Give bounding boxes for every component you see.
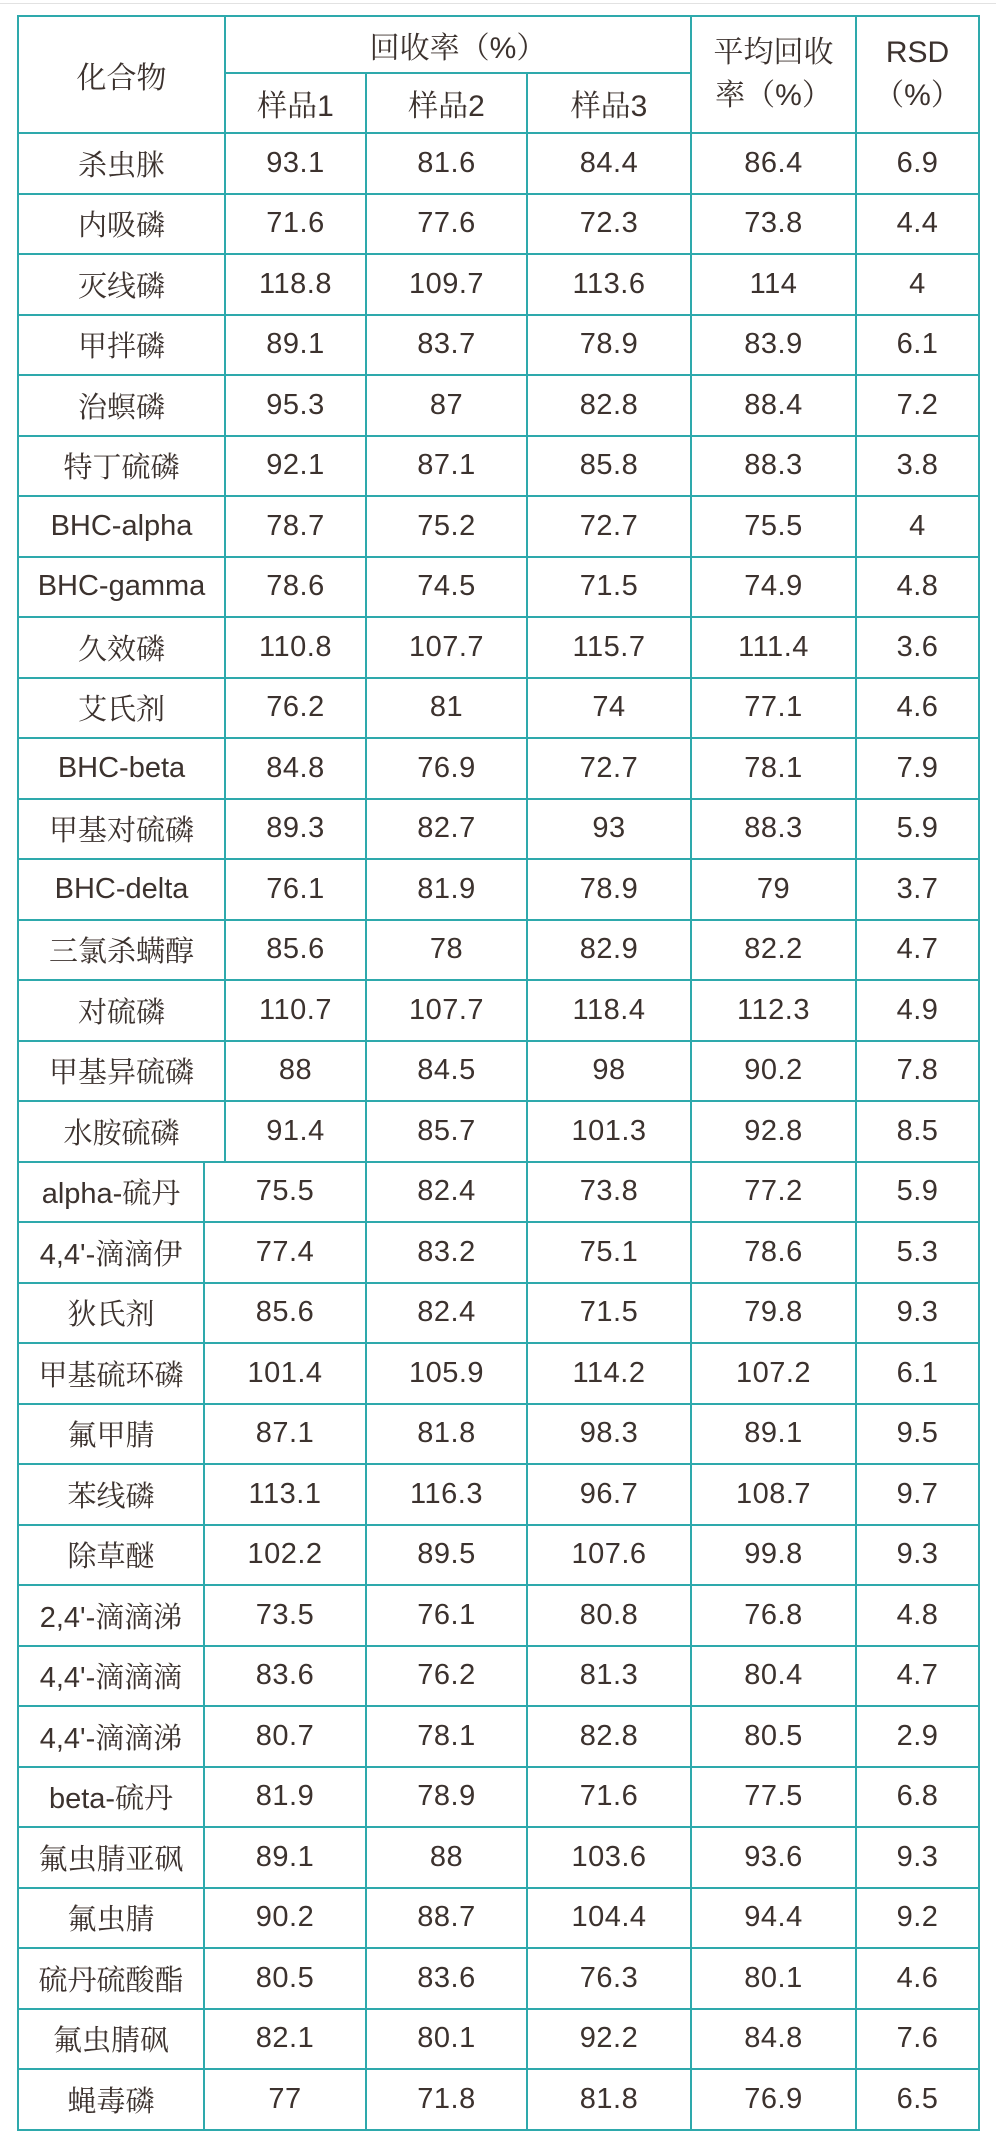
table-row	[18, 1646, 979, 1707]
table-row	[18, 2009, 979, 2070]
cell-compound: 杀虫脒	[18, 133, 225, 194]
cell-rsd: 9.3	[856, 1525, 979, 1586]
cell-avg-recovery: 76.9	[691, 2069, 856, 2130]
table-row	[18, 1464, 979, 1525]
cell-sample3: 113.6	[527, 254, 691, 315]
cell-sample1: 95.3	[225, 375, 366, 436]
cell-sample1: 118.8	[225, 254, 366, 315]
cell-sample3: 103.6	[527, 1827, 691, 1888]
cell-avg-recovery: 114	[691, 254, 856, 315]
cell-compound: 氟虫腈	[18, 1888, 204, 1949]
recovery-table-section-2	[17, 1161, 980, 2131]
cell-sample2: 82.4	[366, 1162, 527, 1223]
cell-sample3: 81.8	[527, 2069, 691, 2130]
cell-compound: 三氯杀螨醇	[18, 920, 225, 981]
cell-sample1: 80.5	[204, 1948, 366, 2009]
cell-sample2: 81	[366, 678, 527, 739]
table-row	[18, 859, 979, 920]
cell-sample3: 82.9	[527, 920, 691, 981]
cell-avg-recovery: 88.3	[691, 799, 856, 860]
cell-rsd: 6.5	[856, 2069, 979, 2130]
cell-rsd: 5.9	[856, 799, 979, 860]
cell-rsd: 4.6	[856, 678, 979, 739]
cell-sample3: 71.5	[527, 1283, 691, 1344]
cell-sample3: 72.3	[527, 194, 691, 255]
cell-rsd: 5.3	[856, 1222, 979, 1283]
table-row	[18, 1525, 979, 1586]
cell-avg-recovery: 78.1	[691, 738, 856, 799]
cell-avg-recovery: 111.4	[691, 617, 856, 678]
cell-sample3: 76.3	[527, 1948, 691, 2009]
cell-rsd: 9.3	[856, 1827, 979, 1888]
col-header-avg-recovery	[691, 16, 856, 133]
cell-avg-recovery: 90.2	[691, 1041, 856, 1102]
cell-sample1: 71.6	[225, 194, 366, 255]
cell-compound: 灭线磷	[18, 254, 225, 315]
cell-rsd: 7.9	[856, 738, 979, 799]
cell-rsd: 9.2	[856, 1888, 979, 1949]
table-row	[18, 920, 979, 981]
table-body-section-1	[18, 133, 979, 1162]
cell-sample2: 78	[366, 920, 527, 981]
cell-sample2: 78.9	[366, 1767, 527, 1828]
cell-sample3: 82.8	[527, 1706, 691, 1767]
cell-sample2: 71.8	[366, 2069, 527, 2130]
cell-sample1: 78.6	[225, 557, 366, 618]
table-row	[18, 1888, 979, 1949]
cell-sample3: 107.6	[527, 1525, 691, 1586]
cell-sample1: 77	[204, 2069, 366, 2130]
recovery-table-section-1	[17, 15, 980, 1163]
cell-compound: 4,4'-滴滴涕	[18, 1706, 204, 1767]
recovery-table	[17, 15, 978, 2131]
table-row	[18, 1162, 979, 1223]
cell-rsd: 6.1	[856, 1343, 979, 1404]
cell-avg-recovery: 77.1	[691, 678, 856, 739]
cell-sample3: 74	[527, 678, 691, 739]
table-row	[18, 1767, 979, 1828]
cell-sample2: 89.5	[366, 1525, 527, 1586]
cell-compound: 甲基异硫磷	[18, 1041, 225, 1102]
rsd-header-line2: （%）	[874, 78, 961, 112]
cell-compound: BHC-alpha	[18, 496, 225, 557]
cell-compound: 水胺硫磷	[18, 1101, 225, 1162]
cell-sample1: 89.3	[225, 799, 366, 860]
cell-avg-recovery: 76.8	[691, 1585, 856, 1646]
cell-sample1: 90.2	[204, 1888, 366, 1949]
cell-sample3: 104.4	[527, 1888, 691, 1949]
cell-avg-recovery: 94.4	[691, 1888, 856, 1949]
cell-compound: 氟虫腈亚砜	[18, 1827, 204, 1888]
cell-compound: 特丁硫磷	[18, 436, 225, 497]
cell-sample2: 74.5	[366, 557, 527, 618]
cell-sample2: 81.8	[366, 1404, 527, 1465]
cell-sample3: 82.8	[527, 375, 691, 436]
col-header-sample2: 样品2	[366, 73, 527, 133]
cell-avg-recovery: 88.4	[691, 375, 856, 436]
cell-sample2: 88	[366, 1827, 527, 1888]
cell-sample2: 81.6	[366, 133, 527, 194]
cell-sample1: 89.1	[225, 315, 366, 376]
cell-avg-recovery: 82.2	[691, 920, 856, 981]
cell-compound: 2,4'-滴滴涕	[18, 1585, 204, 1646]
cell-compound: 甲基对硫磷	[18, 799, 225, 860]
cell-avg-recovery: 77.5	[691, 1767, 856, 1828]
table-header-row-top	[18, 16, 979, 73]
table-row	[18, 1404, 979, 1465]
table-row	[18, 2069, 979, 2130]
cell-sample3: 80.8	[527, 1585, 691, 1646]
col-header-compound: 化合物	[18, 16, 225, 133]
cell-rsd: 7.6	[856, 2009, 979, 2070]
cell-sample1: 85.6	[225, 920, 366, 981]
table-row	[18, 194, 979, 255]
cell-rsd: 4.7	[856, 1646, 979, 1707]
cell-compound: 内吸磷	[18, 194, 225, 255]
cell-rsd: 8.5	[856, 1101, 979, 1162]
top-hairline	[0, 3, 996, 4]
col-header-sample1: 样品1	[225, 73, 366, 133]
cell-sample2: 82.7	[366, 799, 527, 860]
col-header-rsd	[856, 16, 979, 133]
table-row	[18, 1827, 979, 1888]
table-row	[18, 133, 979, 194]
cell-rsd: 4.8	[856, 557, 979, 618]
cell-sample3: 71.5	[527, 557, 691, 618]
cell-compound: 蝇毒磷	[18, 2069, 204, 2130]
cell-sample1: 87.1	[204, 1404, 366, 1465]
cell-rsd: 3.7	[856, 859, 979, 920]
cell-sample1: 113.1	[204, 1464, 366, 1525]
table-row	[18, 315, 979, 376]
col-header-sample3: 样品3	[527, 73, 691, 133]
cell-avg-recovery: 80.4	[691, 1646, 856, 1707]
cell-sample2: 105.9	[366, 1343, 527, 1404]
cell-sample3: 81.3	[527, 1646, 691, 1707]
cell-sample2: 78.1	[366, 1706, 527, 1767]
cell-sample3: 78.9	[527, 859, 691, 920]
table-row	[18, 1948, 979, 2009]
cell-rsd: 3.8	[856, 436, 979, 497]
cell-sample1: 88	[225, 1041, 366, 1102]
cell-sample2: 77.6	[366, 194, 527, 255]
cell-sample2: 116.3	[366, 1464, 527, 1525]
cell-sample1: 76.2	[225, 678, 366, 739]
cell-sample1: 76.1	[225, 859, 366, 920]
table-row	[18, 496, 979, 557]
cell-compound: 4,4'-滴滴滴	[18, 1646, 204, 1707]
cell-rsd: 4.6	[856, 1948, 979, 2009]
cell-rsd: 7.8	[856, 1041, 979, 1102]
table-header	[18, 16, 979, 133]
table-row	[18, 799, 979, 860]
cell-sample3: 115.7	[527, 617, 691, 678]
cell-compound: 甲基硫环磷	[18, 1343, 204, 1404]
cell-sample1: 110.8	[225, 617, 366, 678]
cell-sample3: 84.4	[527, 133, 691, 194]
cell-avg-recovery: 84.8	[691, 2009, 856, 2070]
cell-sample2: 83.6	[366, 1948, 527, 2009]
cell-sample2: 83.2	[366, 1222, 527, 1283]
cell-rsd: 6.8	[856, 1767, 979, 1828]
cell-sample1: 82.1	[204, 2009, 366, 2070]
cell-avg-recovery: 75.5	[691, 496, 856, 557]
cell-sample3: 98	[527, 1041, 691, 1102]
cell-rsd: 4.7	[856, 920, 979, 981]
cell-sample1: 75.5	[204, 1162, 366, 1223]
cell-sample3: 118.4	[527, 980, 691, 1041]
cell-rsd: 5.9	[856, 1162, 979, 1223]
cell-rsd: 9.5	[856, 1404, 979, 1465]
cell-rsd: 4.8	[856, 1585, 979, 1646]
cell-compound: 除草醚	[18, 1525, 204, 1586]
cell-compound: 4,4'-滴滴伊	[18, 1222, 204, 1283]
cell-compound: 久效磷	[18, 617, 225, 678]
cell-compound: 治螟磷	[18, 375, 225, 436]
cell-sample2: 84.5	[366, 1041, 527, 1102]
cell-compound: 苯线磷	[18, 1464, 204, 1525]
cell-sample1: 80.7	[204, 1706, 366, 1767]
cell-rsd: 4.9	[856, 980, 979, 1041]
cell-sample3: 75.1	[527, 1222, 691, 1283]
cell-avg-recovery: 89.1	[691, 1404, 856, 1465]
cell-avg-recovery: 79	[691, 859, 856, 920]
cell-sample2: 81.9	[366, 859, 527, 920]
cell-sample2: 76.2	[366, 1646, 527, 1707]
cell-sample1: 101.4	[204, 1343, 366, 1404]
cell-avg-recovery: 86.4	[691, 133, 856, 194]
cell-compound: BHC-delta	[18, 859, 225, 920]
cell-sample3: 73.8	[527, 1162, 691, 1223]
rsd-header-line1: RSD	[885, 35, 950, 69]
cell-avg-recovery: 80.1	[691, 1948, 856, 2009]
cell-sample1: 81.9	[204, 1767, 366, 1828]
cell-avg-recovery: 108.7	[691, 1464, 856, 1525]
cell-compound: 氟虫腈砜	[18, 2009, 204, 2070]
cell-avg-recovery: 112.3	[691, 980, 856, 1041]
cell-sample1: 89.1	[204, 1827, 366, 1888]
cell-avg-recovery: 93.6	[691, 1827, 856, 1888]
cell-sample2: 107.7	[366, 980, 527, 1041]
cell-compound: 狄氏剂	[18, 1283, 204, 1344]
cell-sample1: 91.4	[225, 1101, 366, 1162]
table-row	[18, 1585, 979, 1646]
cell-sample2: 76.9	[366, 738, 527, 799]
cell-rsd: 7.2	[856, 375, 979, 436]
table-row	[18, 375, 979, 436]
cell-sample1: 83.6	[204, 1646, 366, 1707]
cell-sample3: 92.2	[527, 2009, 691, 2070]
cell-compound: 艾氏剂	[18, 678, 225, 739]
cell-sample3: 101.3	[527, 1101, 691, 1162]
cell-sample2: 109.7	[366, 254, 527, 315]
cell-sample2: 107.7	[366, 617, 527, 678]
cell-sample1: 84.8	[225, 738, 366, 799]
cell-avg-recovery: 88.3	[691, 436, 856, 497]
cell-compound: 甲拌磷	[18, 315, 225, 376]
cell-sample1: 85.6	[204, 1283, 366, 1344]
cell-sample3: 96.7	[527, 1464, 691, 1525]
cell-rsd: 4	[856, 254, 979, 315]
cell-sample2: 83.7	[366, 315, 527, 376]
table-row	[18, 980, 979, 1041]
cell-compound: alpha-硫丹	[18, 1162, 204, 1223]
table-row	[18, 1283, 979, 1344]
table-row	[18, 617, 979, 678]
cell-sample3: 72.7	[527, 496, 691, 557]
cell-compound: BHC-gamma	[18, 557, 225, 618]
cell-avg-recovery: 83.9	[691, 315, 856, 376]
cell-sample3: 78.9	[527, 315, 691, 376]
cell-rsd: 9.3	[856, 1283, 979, 1344]
avg-recovery-header-line2: 率（%）	[715, 78, 832, 112]
table-row	[18, 1041, 979, 1102]
cell-compound: beta-硫丹	[18, 1767, 204, 1828]
cell-rsd: 4.4	[856, 194, 979, 255]
cell-avg-recovery: 99.8	[691, 1525, 856, 1586]
cell-rsd: 6.9	[856, 133, 979, 194]
cell-avg-recovery: 107.2	[691, 1343, 856, 1404]
cell-sample3: 85.8	[527, 436, 691, 497]
cell-avg-recovery: 79.8	[691, 1283, 856, 1344]
cell-sample3: 93	[527, 799, 691, 860]
table-row	[18, 1222, 979, 1283]
cell-avg-recovery: 80.5	[691, 1706, 856, 1767]
table-row	[18, 436, 979, 497]
col-header-recovery-group: 回收率（%）	[225, 16, 691, 73]
cell-sample2: 87.1	[366, 436, 527, 497]
table-row	[18, 678, 979, 739]
cell-compound: 氟甲腈	[18, 1404, 204, 1465]
cell-avg-recovery: 92.8	[691, 1101, 856, 1162]
table-body-section-2	[18, 1162, 979, 2130]
cell-sample1: 93.1	[225, 133, 366, 194]
cell-avg-recovery: 73.8	[691, 194, 856, 255]
cell-compound: BHC-beta	[18, 738, 225, 799]
cell-sample1: 102.2	[204, 1525, 366, 1586]
cell-rsd: 3.6	[856, 617, 979, 678]
table-row	[18, 738, 979, 799]
table-row	[18, 1343, 979, 1404]
cell-rsd: 6.1	[856, 315, 979, 376]
cell-sample3: 114.2	[527, 1343, 691, 1404]
cell-sample1: 92.1	[225, 436, 366, 497]
table-row	[18, 1101, 979, 1162]
cell-compound: 硫丹硫酸酯	[18, 1948, 204, 2009]
table-row	[18, 254, 979, 315]
cell-sample1: 110.7	[225, 980, 366, 1041]
cell-sample2: 87	[366, 375, 527, 436]
cell-avg-recovery: 78.6	[691, 1222, 856, 1283]
cell-sample2: 85.7	[366, 1101, 527, 1162]
cell-sample2: 82.4	[366, 1283, 527, 1344]
avg-recovery-header-line1: 平均回收	[713, 35, 834, 69]
cell-sample1: 73.5	[204, 1585, 366, 1646]
cell-sample2: 80.1	[366, 2009, 527, 2070]
cell-avg-recovery: 77.2	[691, 1162, 856, 1223]
cell-sample3: 71.6	[527, 1767, 691, 1828]
cell-sample3: 72.7	[527, 738, 691, 799]
cell-sample1: 78.7	[225, 496, 366, 557]
table-row	[18, 1706, 979, 1767]
cell-avg-recovery: 74.9	[691, 557, 856, 618]
cell-sample3: 98.3	[527, 1404, 691, 1465]
table-row	[18, 557, 979, 618]
cell-rsd: 4	[856, 496, 979, 557]
cell-sample2: 76.1	[366, 1585, 527, 1646]
cell-rsd: 9.7	[856, 1464, 979, 1525]
cell-compound: 对硫磷	[18, 980, 225, 1041]
cell-sample2: 88.7	[366, 1888, 527, 1949]
cell-sample1: 77.4	[204, 1222, 366, 1283]
cell-sample2: 75.2	[366, 496, 527, 557]
cell-rsd: 2.9	[856, 1706, 979, 1767]
